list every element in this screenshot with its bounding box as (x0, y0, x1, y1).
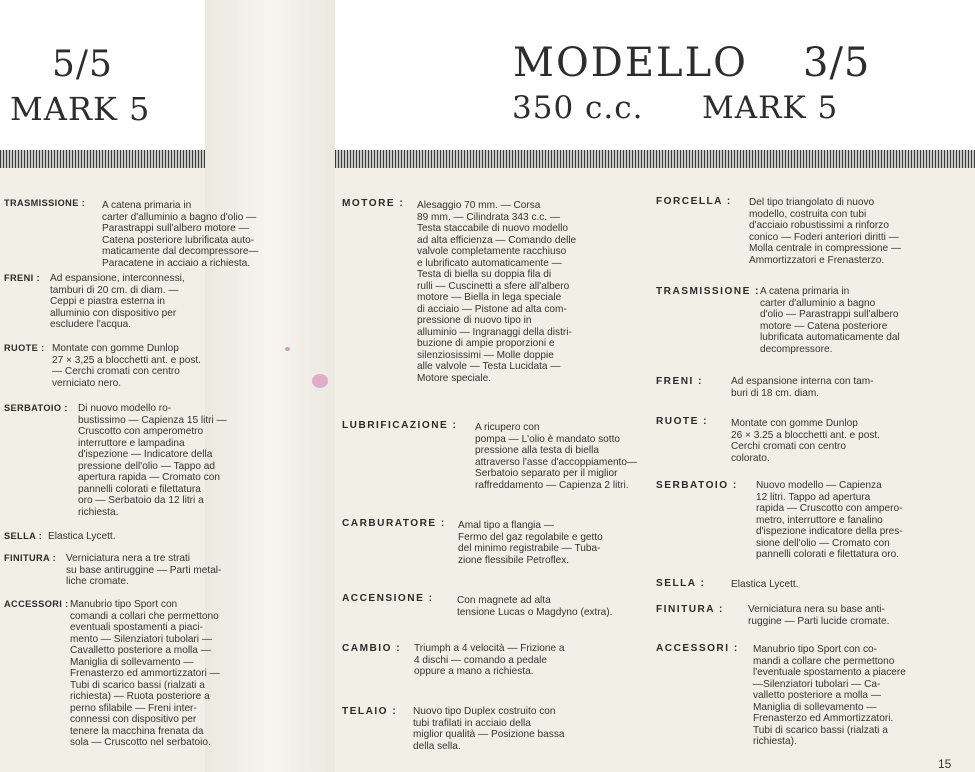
spec-text: Montate con gomme Dunlop 27 × 3,25 a blocchetti ant. e post. — Cerchi cromati con centro verniciato nero. (52, 343, 201, 389)
spec-label: ACCESSORI : (656, 643, 739, 654)
spec-text: Manubrio tipo Sport con co- mandi a collare che permettono l'eventuale spostamento a piacere —Silenziatori tubolari — Ca- valletto posteriore a molla — Maniglia di sollevamento — Frenasterzo ed Ammortizzatori. Tubi di scarico bassi (rialzati a richiesta). (753, 644, 906, 747)
spec-text: Verniciatura nera a tre strati su base antiruggine — Parti metal- liche cromate. (66, 553, 222, 587)
spec-text: Ad espansione, interconnessi, tamburi di 20 cm. di diam. — Ceppi e piastra esterna in alluminio con dispositivo per escludere l'acqua. (50, 273, 185, 330)
right-model-mark: MARK 5 (702, 90, 839, 126)
spec-text: Verniciatura nera su base anti- ruggine — Parti lucide cromate. (748, 604, 890, 627)
spec-label: FRENI : (4, 273, 40, 283)
right-displacement: 350 c.c. (512, 90, 644, 126)
spec-label: FINITURA : (656, 604, 724, 615)
spec-text: Del tipo triangolato di nuovo modello, costruita con tubi d'acciaio robustissimi a rinforzo conico — Foderi anteriori diritti — Molla centrale in compressione — Ammortizzatori e Frenasterzo. (749, 197, 902, 266)
spec-text: Ad espansione interna con tam- buri di 18 cm. diam. (731, 376, 874, 399)
spec-text: A ricupero con pompa — L'olio è mandato sotto pressione alla testa di biella attraverso l'asse d'accoppiamento— Serbatoio separato per il miglior raffreddamento — Capienza 2 litri. (475, 422, 638, 491)
spec-text: A catena primaria in carter d'alluminio a bagno d'olio — Parastrappi sull'albero motore — Catena posteriore lubrificata auto- maticamente dal decompressore— Paracatene in acciaio a richiesta. (102, 200, 259, 269)
spec-text: Alesaggio 70 mm. — Corsa 89 mm. — Cilindrata 343 c.c. — Testa staccabile di nuovo modello ad alta efficienza — Comando delle valvole completamente racchiuso e lubrificato automaticamente — Testa di biella su doppia fila di rulli — Cuscinetti a sfere all'albero motore — Biella in lega speciale di acciaio — Pistone ad alta com- pressione di nuovo tipo in alluminio — Ingranaggi della distri- buzione di ampie proporzioni e silenziosissimi — Molle doppie alle valvole — Testa Lucidata — Motore speciale. (417, 200, 577, 384)
spec-label: MOTORE : (342, 198, 405, 209)
spec-label: FRENI : (656, 376, 703, 387)
right-model-title: MODELLO (513, 40, 748, 86)
spec-text: Elastica Lycett. (731, 579, 799, 590)
spec-text: Con magnete ad alta tensione Lucas o Magdyno (extra). (457, 595, 613, 618)
left-model-mark: MARK 5 (10, 90, 151, 128)
spec-text: Nuovo tipo Duplex costruito con tubi trafilati in acciaio della miglior qualità — Posizione bassa della sella. (413, 706, 565, 752)
spec-label: FORCELLA : (656, 196, 732, 207)
spec-text: Triumph a 4 velocità — Frizione a 4 dischi — comando a pedale oppure a mano a richiesta. (414, 643, 565, 677)
left-model-number: 5/5 (52, 44, 113, 85)
spec-text: Amal tipo a flangia — Fermo del gaz regolabile e getto del minimo registrabile — Tuba- zione flessibile Petroflex. (458, 520, 603, 566)
spec-label: RUOTE : (4, 343, 45, 353)
spec-text: Montate con gomme Dunlop 26 × 3.25 a blocchetti ant. e post. Cerchi cromati con centro colorato. (731, 418, 880, 464)
spec-label: RUOTE : (656, 416, 708, 427)
spec-label: SERBATOIO : (656, 480, 738, 491)
spec-label: ACCESSORI : (4, 599, 69, 609)
spec-text: Nuovo modello — Capienza 12 litri. Tappo ad apertura rapida — Cruscotto con ampero- metro, interruttore e fanalino d'ispezione indicatore della pres- sione dell'olio — Cromato con pannelli colorati e filettatura oro. (756, 480, 903, 560)
spec-label: SELLA : (4, 531, 43, 541)
spec-text: A catena primaria in carter d'alluminio a bagno d'olio — Parastrappi sull'albero motore — Catena posteriore lubrificata automaticamente dal decompressore. (760, 286, 900, 355)
spec-label: TRASMISSIONE : (4, 198, 86, 208)
spec-label: SELLA : (656, 578, 706, 589)
ink-stain (312, 374, 328, 388)
right-model-number: 3/5 (803, 40, 871, 86)
spec-label: SERBATOIO : (4, 403, 68, 413)
spec-text: Di nuovo modello ro- bustissimo — Capienza 15 litri — Cruscotto con amperometro interruttore e lampadina d'ispezione — Indicatore della pressione dell'olio — Tappo ad apertura rapida — Cromato con pannelli colorati e filettatura oro — Serbatoio da 12 litri a richiesta. (78, 403, 227, 518)
page-number: 15 (938, 757, 952, 771)
spec-label: TRASMISSIONE : (656, 286, 760, 297)
spec-label: TELAIO : (342, 706, 398, 717)
spec-text: Manubrio tipo Sport con comandi a collari che permettono eventuali spostamenti a piaci- mento — Silenziatori tubolari — Cavalletto posteriore a molla — Maniglia di sollevamento — Frenasterzo ed ammortizzatori — Tubi di scarico bassi (rialzati a richiesta) — Ruota posteriore a perno sfilabile — Freni inter- connessi con dispositivo per tenere la macchina frenata da sola — Cruscotto nel serbatoio. (70, 599, 220, 748)
spec-label: CAMBIO : (342, 643, 402, 654)
right-header-rule (335, 150, 975, 168)
spec-label: FINITURA : (4, 553, 57, 563)
left-header-rule (0, 150, 205, 168)
spec-label: CARBURATORE : (342, 518, 446, 529)
spec-label: ACCENSIONE : (342, 593, 434, 604)
spec-text: Elastica Lycett. (48, 531, 116, 542)
spec-label: LUBRIFICAZIONE : (342, 420, 458, 431)
ink-stain (285, 347, 290, 351)
